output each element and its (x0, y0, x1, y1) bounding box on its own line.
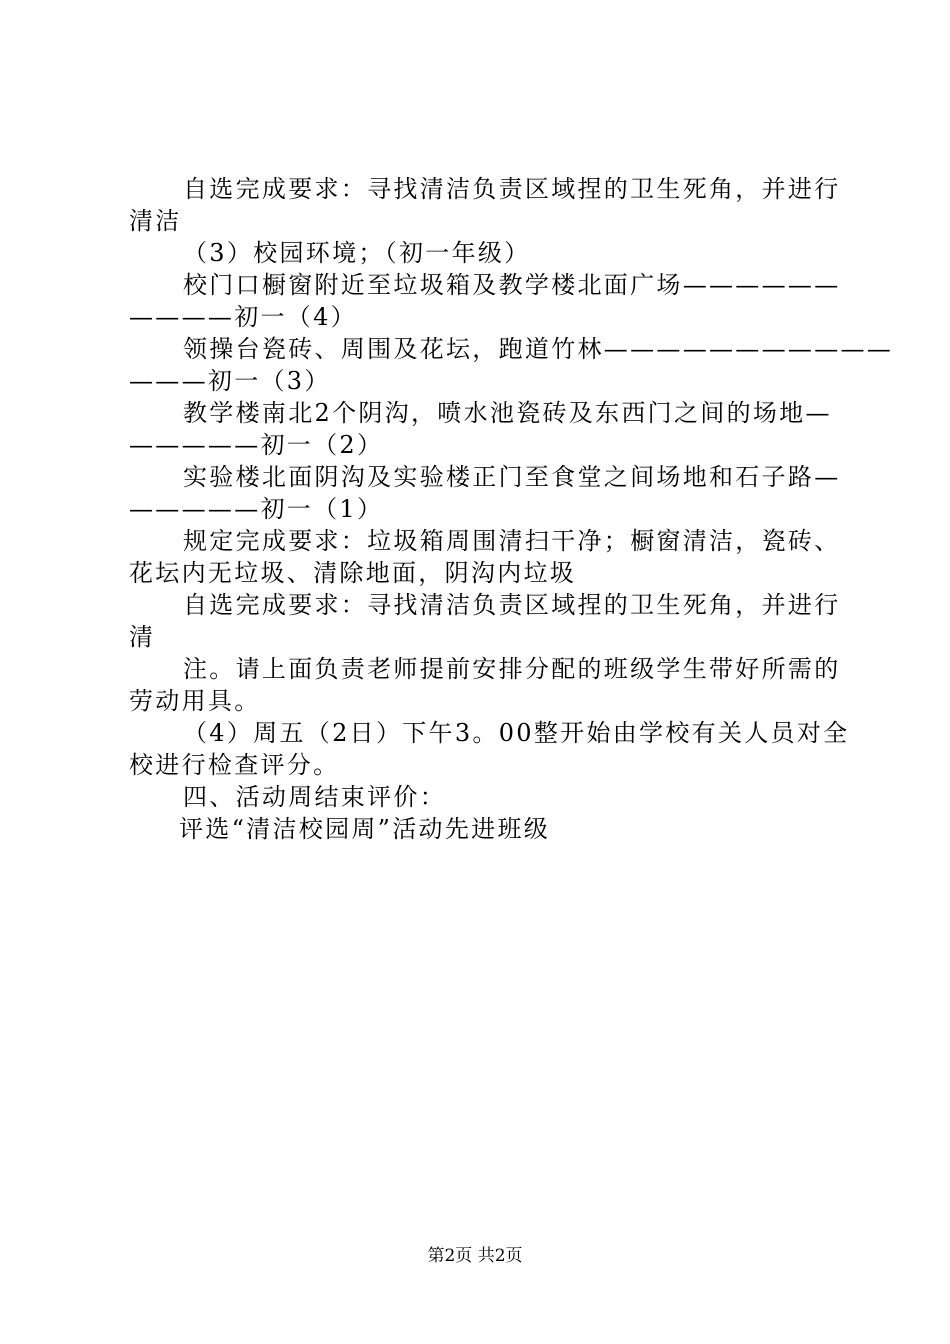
text-line: 四、活动周结束评价： (183, 783, 446, 811)
page-footer (0, 1245, 950, 1267)
text-line: 规定完成要求：垃圾箱周围清扫干净；橱窗清洁，瓷砖、 (183, 527, 841, 555)
text-line: 评选“清洁校园周”活动先进班级 (179, 815, 551, 843)
text-line: 校门口橱窗附近至垃圾箱及教学楼北面广场—————— (183, 271, 841, 299)
text-line: 清 (129, 623, 156, 651)
text-line: ————初一（4） (129, 303, 357, 331)
text-line: 花坛内无垃圾、清除地面，阴沟内垃圾 (129, 559, 577, 587)
text-line: 劳动用具。 (129, 687, 261, 715)
text-line: 实验楼北面阴沟及实验楼正门至食堂之间场地和石子路— (183, 463, 841, 491)
text-line: 自选完成要求：寻找清洁负责区域捏的卫生死角，并进行 (183, 175, 841, 203)
text-line: —————初一（1） (129, 495, 384, 523)
text-line: —————初一（2） (129, 431, 384, 459)
text-line: 自选完成要求：寻找清洁负责区域捏的卫生死角，并进行 (183, 591, 841, 619)
text-line: （4）周五（2日）下午3。00整开始由学校有关人员对全 (183, 719, 850, 747)
text-line: （3）校园环境；（初一年级） (183, 239, 531, 267)
text-line: ———初一（3） (129, 367, 331, 395)
text-line: 校进行检查评分。 (129, 751, 340, 779)
text-line: 教学楼南北2个阴沟，喷水池瓷砖及东西门之间的场地— (183, 399, 832, 427)
document-body (129, 173, 894, 845)
page-number: 第2页 共2页 (427, 1246, 523, 1266)
text-line: 清洁 (129, 207, 182, 235)
text-line: 注。请上面负责老师提前安排分配的班级学生带好所需的 (183, 655, 841, 683)
text-line: 领操台瓷砖、周围及花坛，跑道竹林——————————— (183, 335, 894, 363)
